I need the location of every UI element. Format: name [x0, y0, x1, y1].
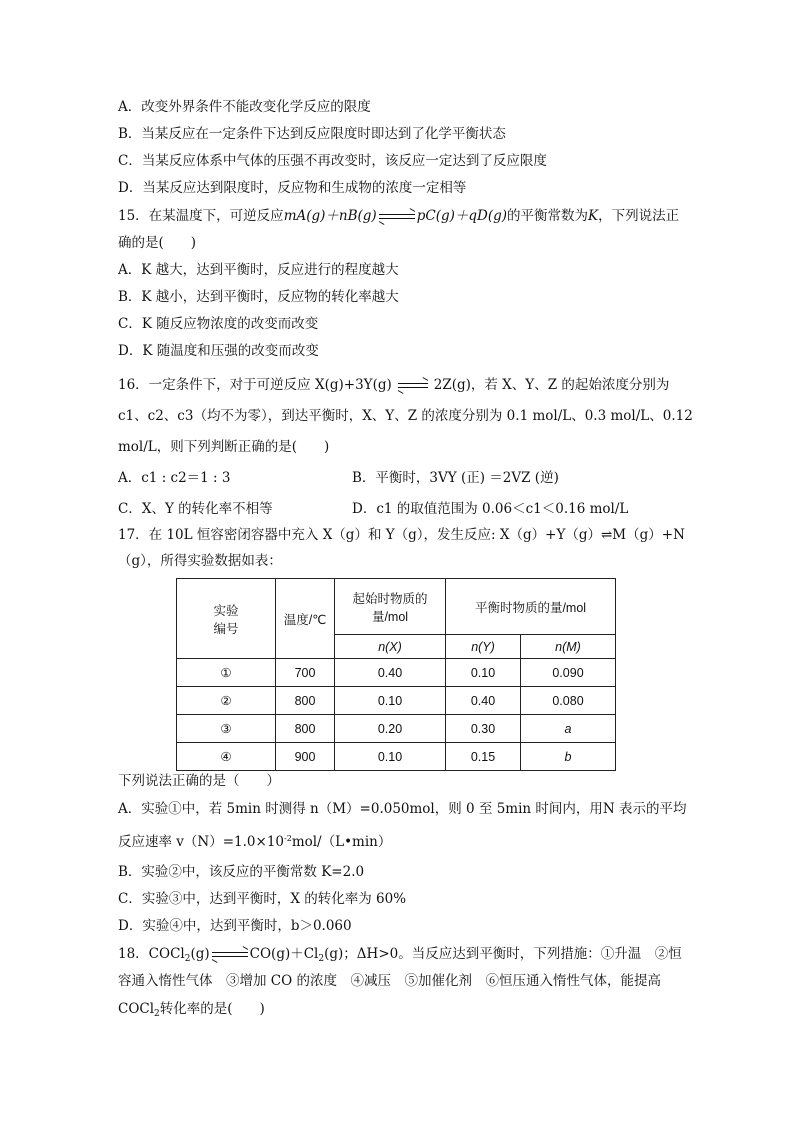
q17-option-c: C．实验③中，达到平衡时，X 的转化率为 60% [118, 891, 407, 907]
q16-option-c: C．X、Y 的转化率不相等 [118, 501, 273, 517]
cell-temp: 900 [276, 743, 335, 771]
q18-cocl-2: COCl [118, 1001, 155, 1017]
q15-option-a: A．K 越大，达到平衡时，反应进行的程度越大 [118, 262, 399, 278]
cell-ny: 0.10 [446, 659, 521, 687]
q16-reactants: 16．一定条件下，对于可逆反应 X(g)+3Y(g) [118, 377, 392, 393]
q17-option-a-line2 [118, 829, 391, 852]
q17-option-a: A．实验①中，若 5min 时测得 n（M）=0.050mol，则 0 至 5min 时间内，用N 表示的平均 [118, 801, 687, 817]
cell-temp: 700 [276, 659, 335, 687]
cell-ny: 0.40 [446, 687, 521, 715]
q18-stem [118, 944, 682, 969]
header-initial-amount [335, 579, 446, 635]
cell-nx: 0.10 [335, 743, 446, 771]
equilibrium-arrow-icon [398, 382, 428, 390]
cell-ny: 0.30 [446, 715, 521, 743]
q17-rate-text: 反应速率 v（N）=1.0×10 [118, 834, 285, 850]
q15-k-symbol: K [588, 208, 599, 224]
q15-prefix: 15．在某温度下，可逆反应 [118, 208, 284, 224]
cell-nx: 0.10 [335, 687, 446, 715]
q16-option-a: A．c1 : c2＝1 : 3 [118, 470, 231, 486]
q17-rate-exponent: -2 [284, 834, 292, 843]
header-equilibrium-amount: 平衡时物质的量/mol [446, 579, 616, 635]
cell-id: ① [177, 659, 276, 687]
subheader-nm: n(M) [521, 635, 616, 659]
q15-products: pC(g)＋qD(g) [416, 208, 508, 224]
subheader-ny: n(Y) [446, 635, 521, 659]
table-row [177, 743, 616, 771]
q15-option-c: C．K 随反应物浓度的改变而改变 [118, 316, 319, 332]
table-row [177, 687, 616, 715]
subheader-nx: n(X) [335, 635, 446, 659]
q17-option-d: D．实验④中，达到平衡时，b＞0.060 [118, 918, 352, 934]
table-row [177, 659, 616, 687]
q18-question: 转化率的是( ) [159, 1001, 265, 1017]
q15-stem [118, 206, 679, 226]
q14-option-a: A．改变外界条件不能改变化学反应的限度 [118, 99, 371, 115]
q17-stem: 17．在 10L 恒容密闭容器中充入 X（g）和 Y（g），发生反应: X（g）+Y（g）⇌M（g）+N [118, 527, 685, 543]
equilibrium-arrow-icon [212, 951, 248, 959]
header-initial-line1: 起始时物质的 [352, 591, 428, 606]
q17-option-b: B．实验②中，该反应的平衡常数 K=2.0 [118, 864, 365, 880]
q15-option-b: B．K 越小，达到平衡时，反应物的转化率越大 [118, 289, 399, 305]
cell-nx: 0.20 [335, 715, 446, 743]
q14-option-b: B．当某反应在一定条件下达到反应限度时即达到了化学平衡状态 [118, 126, 506, 142]
q15-option-d: D．K 随温度和压强的改变而改变 [118, 343, 319, 359]
cell-ny: 0.15 [446, 743, 521, 771]
header-experiment-number [177, 579, 276, 659]
table-row [177, 715, 616, 743]
q17-rate-unit: mol/（L•min） [291, 834, 392, 850]
header-experiment-line2: 编号 [213, 621, 239, 636]
q18-sub3: 2 [154, 1009, 160, 1019]
header-experiment-line1: 实验 [213, 603, 239, 618]
q18-sub2: 2 [318, 954, 325, 964]
cell-nm: a [521, 715, 616, 743]
cell-nm: 0.080 [521, 687, 616, 715]
cell-id: ④ [177, 743, 276, 771]
q17-question: 下列说法正确的是（ ） [118, 773, 280, 789]
q16-stem [118, 375, 669, 395]
q14-option-d: D．当某反应达到限度时，反应物和生成物的浓度一定相等 [118, 180, 467, 196]
q16-option-d: D．c1 的取值范围为 0.06＜c1＜0.16 mol/L [352, 501, 629, 517]
q15-reactants: mA(g)＋nB(g) [283, 208, 377, 224]
q18-stem-line2: 容通入惰性气体 ③增加 CO 的浓度 ④减压 ⑤加催化剂 ⑥恒压通入惰性气体，能提高 [118, 973, 661, 989]
cell-nm: 0.090 [521, 659, 616, 687]
q18-state: (g) [190, 946, 210, 962]
q15-stem-line2: 确的是( ) [118, 235, 197, 251]
q18-conditions: (g)；ΔH>0。当反应达到平衡时，下列措施：①升温 ②恒 [324, 946, 682, 962]
q18-stem-line3 [118, 999, 265, 1024]
cell-id: ③ [177, 715, 276, 743]
header-temperature: 温度/℃ [276, 579, 335, 659]
cell-nm: b [521, 743, 616, 771]
q18-products: CO(g)＋Cl [249, 946, 319, 962]
cell-nx: 0.40 [335, 659, 446, 687]
cell-temp: 800 [276, 687, 335, 715]
q16-option-b: B．平衡时，3VY (正) ＝2VZ (逆) [352, 470, 559, 486]
experiment-data-table [176, 578, 616, 771]
q18-cocl: 18．COCl [118, 946, 185, 962]
q14-option-c: C．当某反应体系中气体的压强不再改变时，该反应一定达到了反应限度 [118, 153, 547, 169]
q15-suffix: 的平衡常数为 [507, 208, 589, 224]
equilibrium-arrow-icon [379, 213, 415, 221]
cell-temp: 800 [276, 715, 335, 743]
header-initial-line2: 量/mol [371, 609, 409, 624]
q15-tail: ，下列说法正 [598, 208, 680, 224]
q16-stem-line2: c1、c2、c3（均不为零），到达平衡时，X、Y、Z 的浓度分别为 0.1 mol/L、0.3 mol/L、0.12 [118, 408, 693, 424]
q16-stem-line3: mol/L，则下列判断正确的是( ) [118, 439, 330, 455]
q18-sub: 2 [184, 954, 191, 964]
cell-id: ② [177, 687, 276, 715]
q16-products: 2Z(g)，若 X、Y、Z 的起始浓度分别为 [433, 377, 670, 393]
q17-stem-line2: （g），所得实验数据如表： [118, 553, 282, 569]
